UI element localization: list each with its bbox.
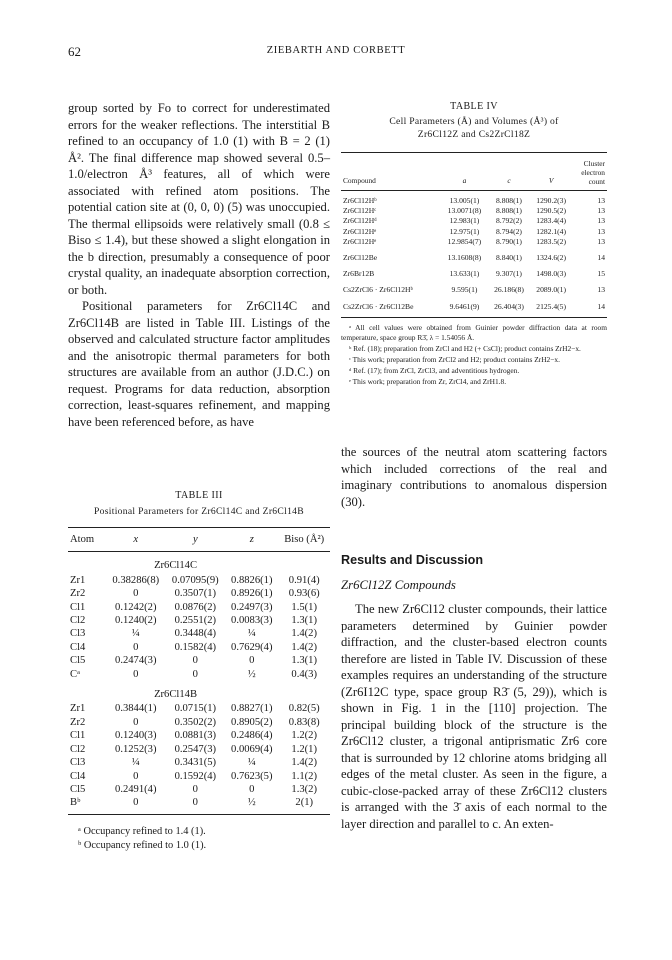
col-header: Atom [68,528,106,552]
table-cell: 0 [192,655,198,667]
col-header: Compound [341,159,441,191]
table-cell: 0.8905(2) [231,716,273,728]
section-heading: Results and Discussion [341,553,484,567]
table-cell: 0.8926(1) [231,588,273,600]
subsection-heading: Zr6Cl12Z Compounds [341,578,456,592]
table-notes [68,825,330,853]
table-row [341,296,607,318]
table-cell: 0.2474(3) [115,655,157,667]
table-cell: ¼ [131,757,140,769]
table-cell: 0 [106,796,166,814]
table-cell: 0 [133,641,139,653]
col-header: y [166,528,226,552]
table-iii [68,490,330,853]
table-note: ᵇ Occupancy refined to 1.0 (1). [78,839,207,851]
table-cell: 1.1(2) [291,770,318,782]
table-cell: 0.38286(8) [112,574,160,586]
table-cell: ¼ [131,628,140,640]
table-cell: 1324.6(2) [536,253,567,263]
table-row [341,237,607,247]
table-row [341,206,607,216]
paragraph: Positional parameters for Zr6Cl14C and Zr6Cl14B are listed in Table III. Listings of the observed and calculated structure factor amplitudes and the anisotropic thermal parameters for both structures are available from an author (J.D.C.) on request. Programs for data reduction, absorption correction, least-squares refinement, and mapping have been referenced before, as have [68,299,330,429]
table-cell: 0.2486(4) [231,730,273,742]
table-cell: 0 [249,783,255,795]
table-cell: 1.5(1) [291,601,318,613]
table-cell: Cl3 [70,757,86,769]
table-cell: 0.7629(4) [231,641,273,653]
paragraph: group sorted by Fo to correct for underestimated errors for the weaker reflections. The interstitial B refined to an occupancy of 1.0 (1) with B = 2 (1) Å². The final difference map showed several 0.5–1.0/electron Å³ features, all of which were associated with refined atom positions. The potential cation site at (0, 0, 0) (5) was unoccupied. The thermal ellipsoids were relatively small (0.8 ≤ Biso ≤ 1.4), but these showed a slight elongation in the b direction, presumably a consequence of poor crystal quality, an inadequate absorption correction, or both. [68,101,330,297]
table-iii-grid [68,527,330,815]
running-head: ZIEBARTH AND CORBETT [266,45,406,56]
table-cell: Zr6Cl12Hᵉ [343,226,377,236]
table-row [68,641,330,654]
table-caption: Zr6Cl12Z and Cs2ZrCl18Z [417,129,531,140]
table-cell: 13 [597,285,605,295]
table-note: ᵃ All cell values were obtained from Guinier powder diffraction data at room temperature, space group R3̄, λ = 1.54056 Å. [341,322,607,342]
table-cell: 8.808(1) [496,196,522,205]
table-cell: 1282.1(4) [536,226,567,236]
table-row [68,770,330,783]
table-row [68,668,330,681]
table-row [341,191,607,207]
table-cell: 13.0071(8) [447,206,482,216]
col-header: Biso (Å²) [278,528,330,552]
table-notes [341,323,607,387]
table-cell: Bᵇ [68,796,106,814]
table-cell: 9.595(1) [451,285,478,295]
results-text [341,601,607,832]
table-cell: 0.0069(4) [231,743,273,755]
table-cell: Cl3 [70,628,86,640]
table-row [68,654,330,667]
table-cell: 0 [133,668,139,680]
table-row [68,627,330,640]
table-row [341,227,607,237]
table-cell: 0.3502(2) [174,716,217,728]
table-caption: Positional Parameters for Zr6Cl14C and Zr6Cl14B [94,506,304,517]
table-cell: 8.808(1) [496,206,522,216]
table-section-row [68,552,330,574]
table-cell: 0 [249,655,255,667]
table-iv-grid [341,159,607,318]
table-cell: 0.1242(2) [115,601,157,613]
table-cell: Zr2 [70,716,86,728]
table-cell: Zr6Cl12Hᵈ [343,216,377,226]
table-cell: 0.1592(4) [174,770,217,782]
table-cell: 13.005(1) [449,196,480,205]
table-cell: 0 [133,716,139,728]
col-header-line: Cluster [583,159,605,168]
table-cell: 0.91(4) [288,574,320,586]
table-cell: Cs2ZrCl6 · Zr6Cl12Be [341,296,441,318]
table-cell: 0.83(8) [288,716,320,728]
table-cell: 0.2491(4) [115,783,157,795]
table-cell: Cl2 [70,615,86,627]
table-cell: Zr6Cl12Be [343,253,378,263]
table-cell: Zr1 [70,703,86,715]
table-note: ᶜ This work; preparation from ZrCl2 and H2; product contains ZrH2−x. [349,354,560,364]
table-cell: Zr6Br12B [343,269,375,279]
table-note: ᵈ Ref. (17); from ZrCl, ZrCl3, and adventitious hydrogen. [349,365,520,375]
col-header: x [106,528,166,552]
table-cell: 1498.0(3) [536,269,567,279]
col-header: c [488,159,530,191]
table-cell: Zr6Cl12Hᵉ [343,236,377,246]
col-header: V [530,159,572,191]
paragraph: The new Zr6Cl12 cluster compounds, their lattice parameters determined by Guinier powder diffraction, and the cluster-based electron counts therefore are listed in Table IV. Discussion of these examples requires an understanding of the structure (Zr6I12C type, space group R3̄ (5, 29)), which is shown in Fig. 1 in the [110] projection. The principal building block of the structure is the Zr6Cl12 cluster, a trigonal antiprismatic Zr6 core that is surrounded by 12 chlorine atoms bridging all edges of the metal cluster. As seen in the figure, a cubic-close-packed array of these Zr6Cl12 clusters is arranged with the 3̄ axis of each normal to the layer direction and parallel to c. An exten- [341,602,607,831]
table-cell: 1290.2(3) [536,196,567,205]
table-cell: 26.186(8) [494,285,524,295]
table-row [68,702,330,715]
table-cell: 0.93(6) [288,588,320,600]
table-cell: 14 [597,253,605,263]
table-cell: 1283.5(2) [536,236,567,246]
table-cell: Cl1 [70,601,86,613]
table-cell: Cl4 [70,770,86,782]
table-cell: 0.4(3) [291,668,318,680]
table-cell: ½ [247,668,256,680]
col-header-line: count [588,177,605,186]
table-cell: 0.7623(5) [231,770,273,782]
table-note: ᵃ Occupancy refined to 1.4 (1). [78,825,206,837]
table-cell: 1.3(2) [291,783,318,795]
table-cell: Cᵃ [70,668,80,680]
table-cell: Cs2ZrCl6 · Zr6Cl12Hᵇ [343,285,413,295]
table-row [68,796,330,814]
table-cell: 9.307(1) [496,269,522,279]
table-cell: 1.3(1) [291,615,318,627]
table-cell: Cl5 [70,655,86,667]
table-title: TABLE IV [450,101,498,112]
table-cell: 1.4(2) [291,628,318,640]
table-cell: 1.2(2) [291,730,318,742]
table-cell: Zr6Cl12Hᶜ [343,206,377,216]
table-cell: 0.1582(4) [174,641,217,653]
table-cell: 13 [597,236,605,246]
table-section-label: Zr6Cl14C [154,560,198,572]
table-cell: Cl4 [70,641,86,653]
table-row [341,216,607,226]
left-column-text [68,100,330,430]
table-cell: 0 [192,668,198,680]
table-cell: 15 [597,269,605,279]
table-cell: 0.1240(3) [115,730,157,742]
table-cell: Cl2 [70,743,86,755]
table-caption: Cell Parameters (Å) and Volumes (Å³) of [389,116,559,127]
table-cell: 0 [133,770,139,782]
col-header: a [441,159,488,191]
table-row [341,263,607,279]
table-cell: 0.1252(3) [115,743,157,755]
table-cell: 1.3(1) [291,655,318,667]
table-cell: 13.633(1) [449,269,480,279]
table-cell: 0 [133,588,139,600]
table-cell: Cl1 [70,730,86,742]
table-cell: 1283.4(4) [536,216,567,226]
table-row [68,729,330,742]
table-cell: Zr2 [70,588,86,600]
table-cell: 0 [192,783,198,795]
table-row [68,614,330,627]
table-cell [225,552,330,574]
table-cell: 8.840(1) [496,253,522,263]
table-title: TABLE III [175,490,223,501]
table-cell: 14 [572,296,607,318]
table-section-row [68,681,330,702]
paragraph: the sources of the neutral atom scattering factors which included corrections of the real and imaginary contributions to anomalous dispersion (30). [341,445,607,509]
table-cell: 13 [597,226,605,236]
table-cell: 13 [597,216,605,226]
table-cell: ¼ [247,757,256,769]
table-row [68,743,330,756]
table-row [68,783,330,796]
table-cell: 0.0083(3) [231,615,273,627]
table-cell: 1290.5(2) [536,206,567,216]
table-cell: Cl5 [70,783,86,795]
table-cell: ¼ [247,628,256,640]
table-cell: 0 [166,796,226,814]
table-cell: 9.6461(9) [441,296,488,318]
table-row [68,756,330,769]
table-iv [341,101,607,388]
table-cell: 0.3844(1) [115,703,157,715]
table-cell: 0.2497(3) [231,601,273,613]
col-header [572,159,607,191]
table-row [68,587,330,600]
table-cell: 0.0876(2) [174,601,217,613]
table-cell: 12.9854(7) [447,236,482,246]
table-cell: 1.4(2) [291,757,318,769]
table-cell: 0.3448(4) [174,628,217,640]
table-cell: 26.404(3) [488,296,530,318]
table-cell: 12.983(1) [449,216,480,226]
col-header: z [225,528,278,552]
table-section-label: Zr6Cl14B [154,689,198,701]
table-note: ᵉ This work; preparation from Zr, ZrCl4, and ZrH1.8. [349,376,507,386]
right-column-text [341,444,607,510]
table-cell: 0.07095(9) [171,574,219,586]
table-cell: 0.2551(2) [174,615,217,627]
table-cell: 2125.4(5) [530,296,572,318]
table-cell: ½ [225,796,278,814]
table-cell: 13.1608(8) [447,253,482,263]
table-row [68,601,330,614]
table-cell: 2089.0(1) [536,285,567,295]
table-note: ᵇ Ref. (18); preparation from ZrCl and H2 (+ CsCl); product contains ZrH2−x. [349,343,581,353]
table-cell: 0.3507(1) [174,588,217,600]
table-cell: Zr1 [70,574,86,586]
table-cell [225,681,330,702]
table-cell: 0.8827(1) [231,703,273,715]
page-number: 62 [68,44,81,59]
table-cell: 1.4(2) [291,641,318,653]
table-cell: 0.3431(5) [174,757,217,769]
table-cell: 13 [597,196,605,205]
table-cell: 2(1) [278,796,330,814]
col-header-line: electron [581,168,605,177]
table-cell: 0.82(5) [288,703,320,715]
table-row [341,247,607,263]
table-row [341,279,607,295]
table-cell: 0.2547(3) [174,743,217,755]
table-rule [341,152,607,153]
table-cell: 0.1240(2) [115,615,157,627]
table-cell: 8.794(2) [496,226,522,236]
table-cell: 12.975(1) [449,226,480,236]
table-cell: 0.8826(1) [231,574,273,586]
table-row [68,574,330,587]
table-cell: 13 [597,206,605,216]
table-cell: 0.0715(1) [174,703,217,715]
table-row [68,716,330,729]
table-cell: Zr6Cl12Hᵇ [343,196,377,205]
table-cell: 8.790(1) [496,236,522,246]
table-cell: 8.792(2) [496,216,522,226]
table-cell: 0.0881(3) [174,730,217,742]
table-cell: 1.2(1) [291,743,318,755]
